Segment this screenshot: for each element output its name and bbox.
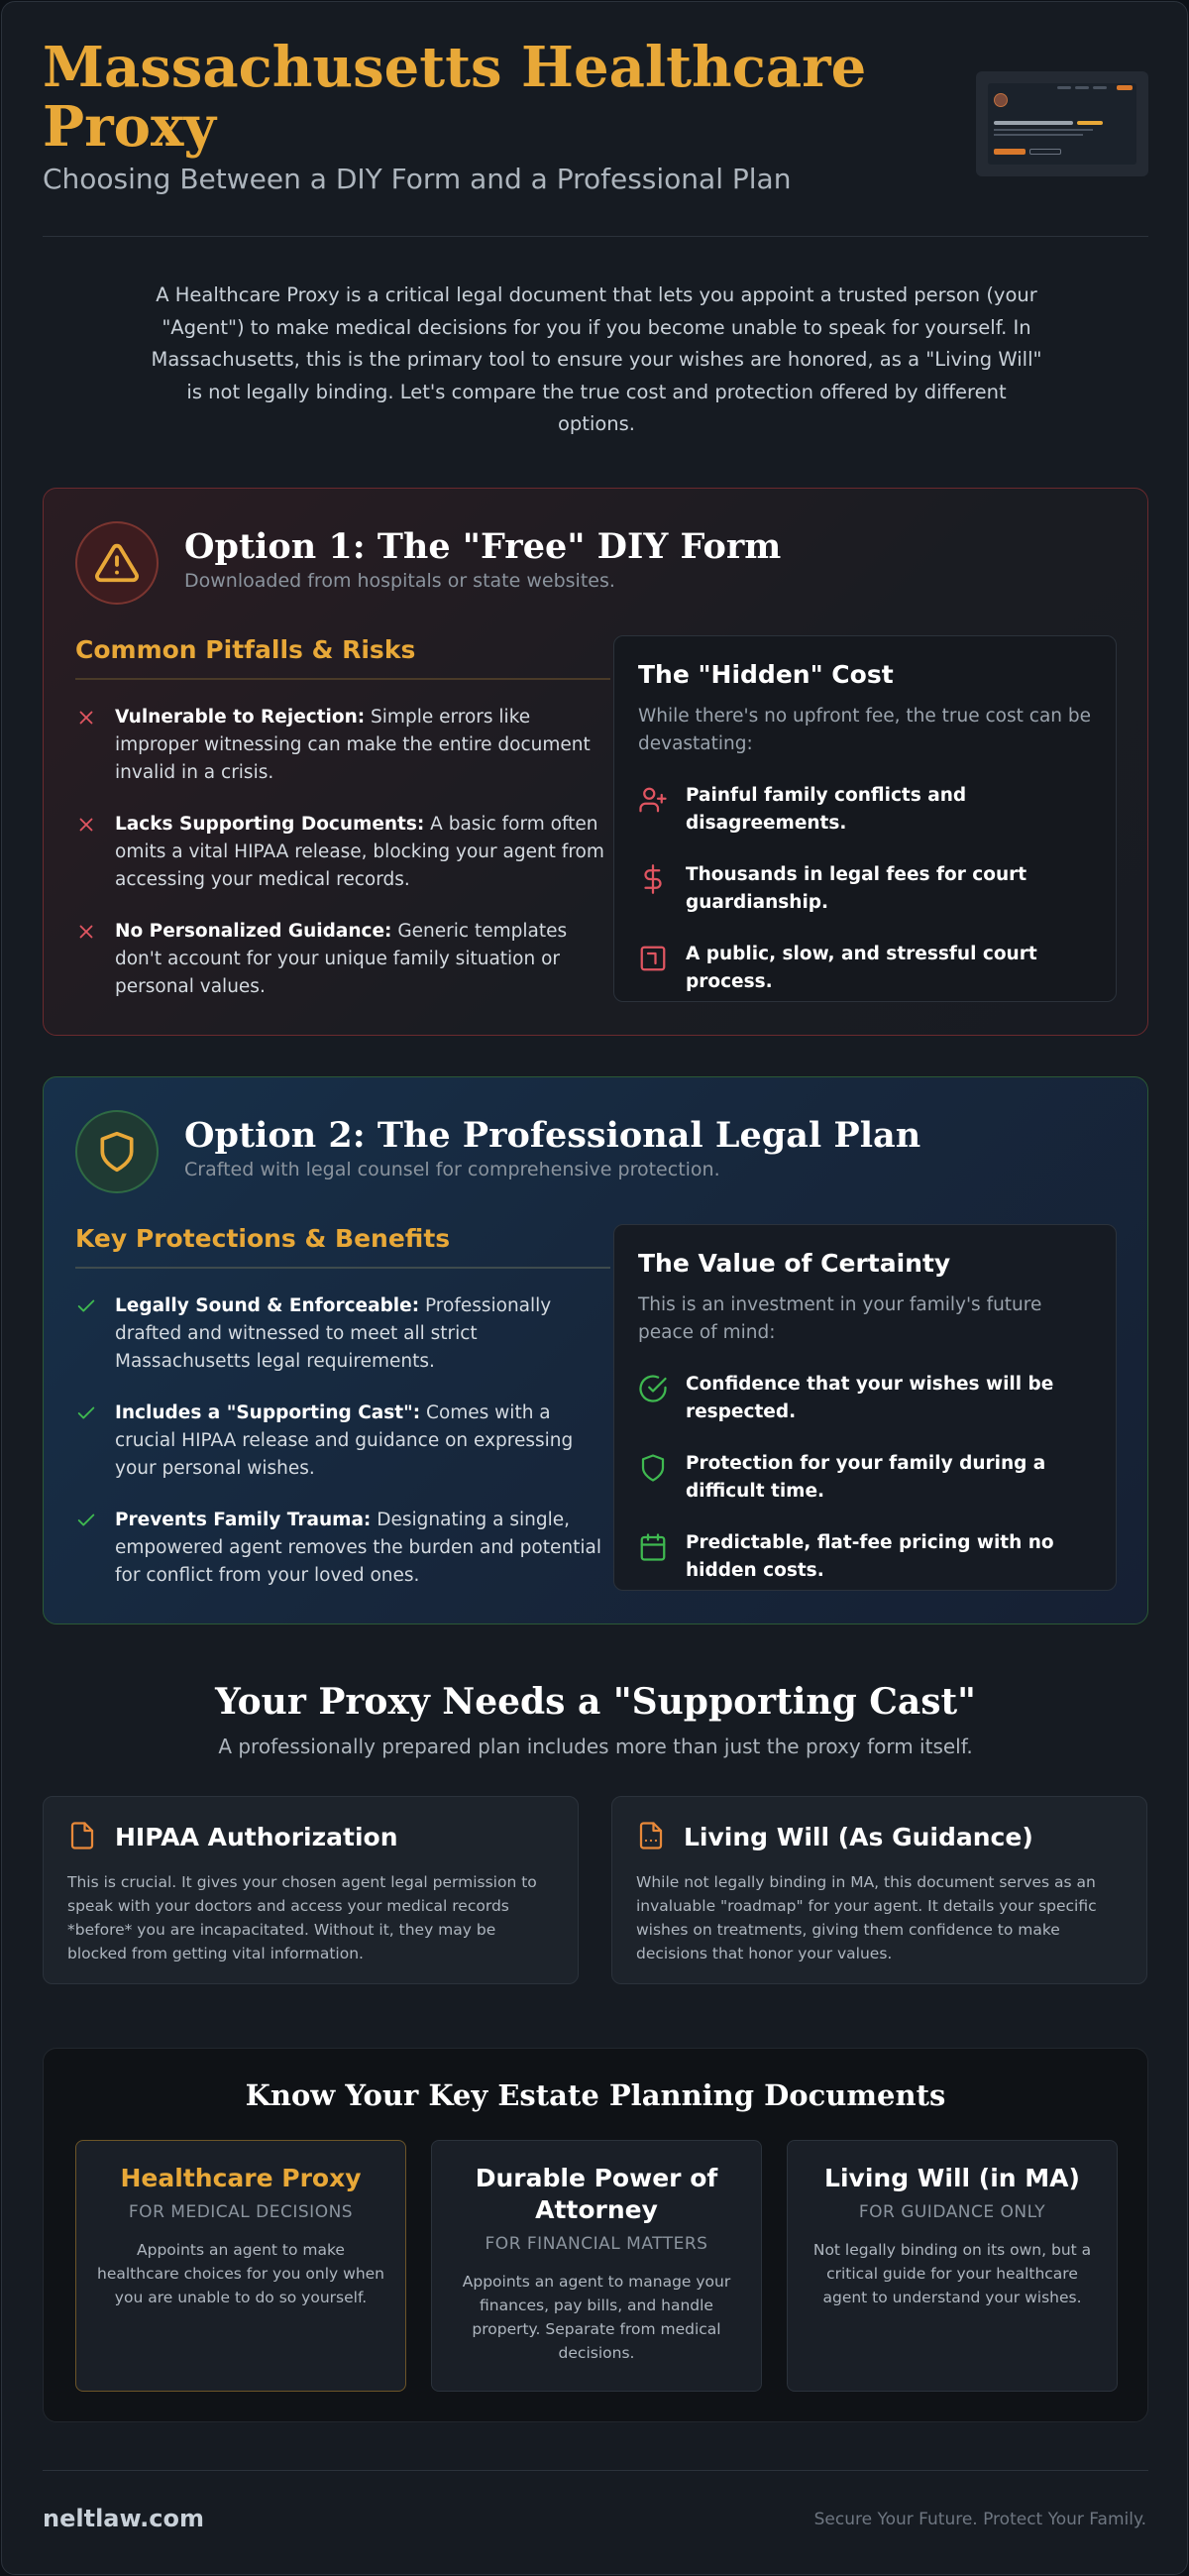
website-preview-thumbnail	[976, 71, 1148, 176]
option-2-subtitle: Crafted with legal counsel for comprehensive protection.	[184, 1159, 720, 1180]
item-text: Professionally drafted and witnessed to meet all strict Massachusetts legal requirements.	[115, 1295, 552, 1372]
footer-tagline: Secure Your Future. Protect Your Family.	[813, 2510, 1146, 2529]
option-1-title: Option 1: The "Free" DIY Form	[184, 526, 782, 567]
doc-tag: FOR MEDICAL DECISIONS	[128, 2202, 354, 2222]
doc-desc: Appoints an agent to manage your finances, pay bills, and handle property. Separate from medical decisions.	[462, 2273, 731, 2362]
list-item	[75, 1507, 610, 1590]
option-2-title: Option 2: The Professional Legal Plan	[184, 1115, 921, 1156]
list-item	[75, 1292, 610, 1376]
side-item-text: Predictable, flat-fee pricing with no hidden costs.	[686, 1532, 1054, 1581]
side-item-text: Confidence that your wishes will be respected.	[686, 1374, 1054, 1422]
item-strong: Includes a "Supporting Cast":	[115, 1402, 421, 1423]
item-strong: No Personalized Guidance:	[115, 921, 392, 942]
doc-card-durable-power-of-attorney	[431, 2140, 762, 2392]
hipaa-card	[43, 1796, 579, 1984]
item-text: Comes with a crucial HIPAA release and guidance on expressing your personal wishes.	[115, 1402, 574, 1479]
shield-icon	[75, 1110, 159, 1193]
doc-card-living-will	[787, 2140, 1118, 2392]
item-text: Simple errors like improper witnessing can make the entire document invalid in a crisis.	[115, 707, 591, 783]
page-title: Massachusetts Healthcare Proxy	[43, 35, 867, 160]
side-item	[638, 1371, 1092, 1426]
doc-desc: Not legally binding on its own, but a critical guide for your healthcare agent to understand your wishes.	[812, 2241, 1092, 2306]
hipaa-title: HIPAA Authorization	[115, 1823, 398, 1851]
footer-brand-link[interactable]: neltlaw.com	[43, 2505, 204, 2532]
x-mark-icon	[75, 707, 97, 728]
option-1-card	[43, 488, 1148, 1036]
item-strong: Lacks Supporting Documents:	[115, 814, 425, 835]
shield-icon	[638, 1453, 668, 1483]
infographic-page	[1, 1, 1188, 2575]
side-item-text: Protection for your family during a difficult time.	[686, 1453, 1046, 1502]
value-of-certainty-card	[613, 1224, 1117, 1591]
page-subtitle: Choosing Between a DIY Form and a Professional Plan	[43, 163, 792, 195]
item-text: A basic form often omits a vital HIPAA release, blocking your agent from accessing your medical records.	[115, 814, 604, 890]
option-2-card	[43, 1076, 1148, 1624]
check-mark-icon	[75, 1295, 97, 1317]
hipaa-body: This is crucial. It gives your chosen agent legal permission to speak with your doctors and access your medical records *before* you are incapacitated. Without it, they may be blocked from getting vital information.	[67, 1873, 537, 1962]
supporting-cast-subtitle: A professionally prepared plan includes more than just the proxy form itself.	[218, 1735, 973, 1758]
list-item	[75, 918, 610, 1001]
side-item-text: A public, slow, and stressful court process.	[686, 944, 1037, 992]
benefits-heading: Key Protections & Benefits	[75, 1224, 610, 1269]
header	[43, 35, 1148, 216]
item-text: Designating a single, empowered agent removes the burden and potential for conflict from your loved ones.	[115, 1510, 601, 1586]
doc-card-healthcare-proxy	[75, 2140, 406, 2392]
x-mark-icon	[75, 814, 97, 836]
user-plus-icon	[638, 785, 668, 815]
living-will-body: While not legally binding in MA, this document serves as an invaluable "roadmap" for your agent. It details your specific wishes on treatments, giving them confidence to make decisions that honor your values.	[636, 1873, 1097, 1962]
dollar-icon	[638, 864, 668, 894]
item-text: Generic templates don't account for your unique family situation or personal values.	[115, 921, 568, 997]
doc-desc: Appoints an agent to make healthcare choices for you only when you are unable to do so yourself.	[97, 2241, 384, 2306]
hidden-cost-title: The "Hidden" Cost	[638, 660, 894, 689]
doc-tag: FOR FINANCIAL MATTERS	[485, 2234, 708, 2254]
header-divider	[43, 236, 1148, 237]
document-icon	[67, 1821, 97, 1850]
pitfalls-heading: Common Pitfalls & Risks	[75, 635, 610, 680]
option-1-subtitle: Downloaded from hospitals or state websites.	[184, 570, 615, 592]
document-text-icon	[636, 1821, 666, 1850]
side-item	[638, 782, 1092, 838]
check-circle-icon	[638, 1374, 668, 1403]
supporting-cast-title: Your Proxy Needs a "Supporting Cast"	[215, 1681, 976, 1723]
side-item	[638, 1450, 1092, 1506]
pitfalls-list	[75, 635, 610, 1001]
hidden-cost-card	[613, 635, 1117, 1002]
x-mark-icon	[75, 921, 97, 943]
list-item	[75, 811, 610, 894]
list-item	[75, 1400, 610, 1483]
footer-divider	[43, 2470, 1148, 2471]
hidden-cost-desc: While there's no upfront fee, the true cost can be devastating:	[638, 706, 1092, 754]
calendar-icon	[638, 1532, 668, 1562]
item-strong: Prevents Family Trauma:	[115, 1510, 372, 1530]
check-mark-icon	[75, 1402, 97, 1424]
value-title: The Value of Certainty	[638, 1249, 951, 1278]
side-item-text: Painful family conflicts and disagreements.	[686, 785, 967, 834]
intro-paragraph: A Healthcare Proxy is a critical legal document that lets you appoint a trusted person (your "Agent") to make medical decisions for you if you become unable to speak for yourself. In Massachusetts, this is the primary tool to ensure your wishes are honored, as a "Living Will" is not legally binding. Let's compare the true cost and protection offered by different options.	[151, 283, 1042, 435]
doc-name: Living Will (in MA)	[824, 2164, 1080, 2192]
side-item-text: Thousands in legal fees for court guardianship.	[686, 864, 1027, 913]
doc-tag: FOR GUIDANCE ONLY	[858, 2202, 1046, 2222]
doc-name: Durable Power of Attorney	[475, 2164, 718, 2224]
side-item	[638, 941, 1092, 996]
item-strong: Legally Sound & Enforceable:	[115, 1295, 420, 1316]
value-desc: This is an investment in your family's future peace of mind:	[638, 1294, 1042, 1343]
doc-name: Healthcare Proxy	[120, 2164, 362, 2192]
living-will-card	[611, 1796, 1147, 1984]
side-item	[638, 861, 1092, 917]
living-will-title: Living Will (As Guidance)	[684, 1823, 1033, 1851]
court-process-icon	[638, 944, 668, 973]
warning-triangle-icon	[75, 521, 159, 605]
key-documents-section	[43, 2048, 1148, 2422]
key-documents-title: Know Your Key Estate Planning Documents	[245, 2078, 946, 2112]
check-mark-icon	[75, 1510, 97, 1531]
item-strong: Vulnerable to Rejection:	[115, 707, 366, 728]
side-item	[638, 1529, 1092, 1585]
list-item	[75, 704, 610, 787]
benefits-list	[75, 1224, 610, 1590]
